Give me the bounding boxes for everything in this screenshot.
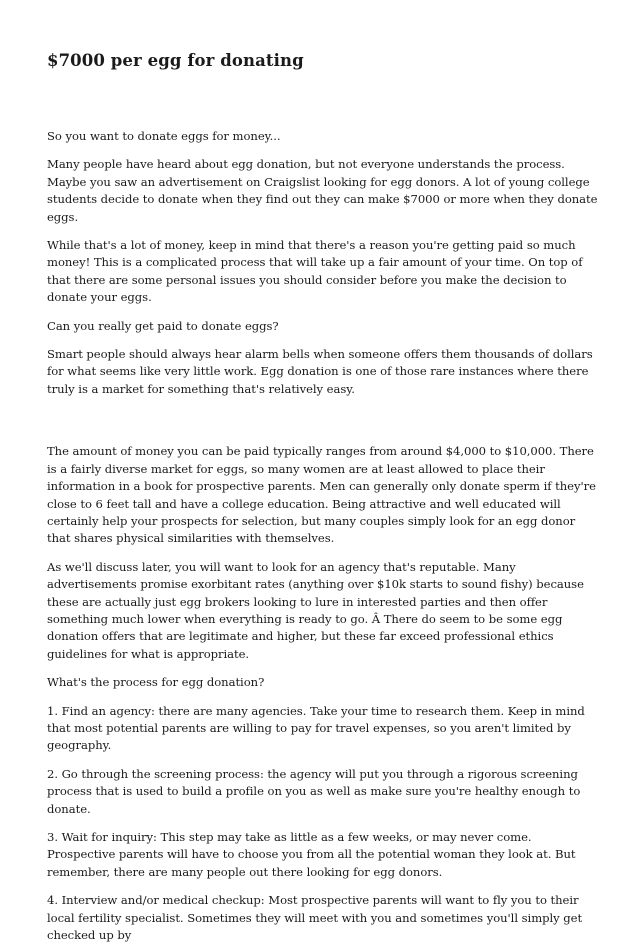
section-heading-process: What's the process for egg donation? — [47, 675, 265, 690]
paragraph-caution: While that's a lot of money, keep in mind that there's a reason you're getting paid so much money! This is a complicated process that will take up a fair amount of your time. On top of that there are some personal issues you should consider before you make the decision to donate your eggs. — [47, 238, 583, 305]
document-body — [47, 128, 598, 944]
paragraph-payment-range: The amount of money you can be paid typically ranges from around $4,000 to $10,000. There is a fairly diverse market for eggs, so many women are at least allowed to place their information in a book for prospective parents. Men can generally only donate sperm if they're close to 6 feet tall and have a college education. Being attractive and well educated will certainly help your prospects for selection, but many couples simply look for an egg donor that shares physical similarities with themselves. — [47, 444, 596, 546]
document-title: $7000 per egg for donating — [47, 51, 304, 70]
step-screening: 2. Go through the screening process: the agency will put you through a rigorous screening process that is used to build a profile on you as well as make sure you're healthy enough to donate. — [47, 766, 581, 816]
section-heading-get-paid: Can you really get paid to donate eggs? — [47, 318, 279, 333]
paragraph-intro: So you want to donate eggs for money... — [47, 129, 281, 143]
paragraph-alarm-bells: Smart people should always hear alarm bells when someone offers them thousands of dollars for what seems like very little work. Egg donation is one of those rare instances where there truly is a market for something that's relatively easy. — [47, 347, 593, 396]
step-find-agency: 1. Find an agency: there are many agencies. Take your time to research them. Keep in mind that most potential parents are willing to pay for travel expenses, so you aren't limited by geography. — [47, 703, 585, 753]
step-wait-inquiry: 3. Wait for inquiry: This step may take as little as a few weeks, or may never come. Prospective parents will have to choose you from all the potential woman they look at. But remember, there are many people out there looking for egg donors. — [47, 830, 576, 879]
paragraph-overview: Many people have heard about egg donation, but not everyone understands the process. Maybe you saw an advertisement on Craigslist looking for egg donors. A lot of young college students decide to donate when they find out they can make $7000 or more when they donate eggs. — [47, 157, 598, 224]
step-interview-checkup: 4. Interview and/or medical checkup: Most prospective parents will want to fly you to their local fertility specialist. Sometimes they will meet with you and sometimes you'll simply get checked up by — [47, 893, 583, 943]
paragraph-agency-reputation: As we'll discuss later, you will want to look for an agency that's reputable. Many advertisements promise exorbitant rates (anything over $10k starts to sound fishy) because these are actually just egg brokers looking to lure in interested parties and then offer something much lower when everything is ready to go. Â There do seem to be some egg donation offers that are legitimate and higher, but these far exceed professional ethics guidelines for what is appropriate. — [47, 559, 584, 661]
